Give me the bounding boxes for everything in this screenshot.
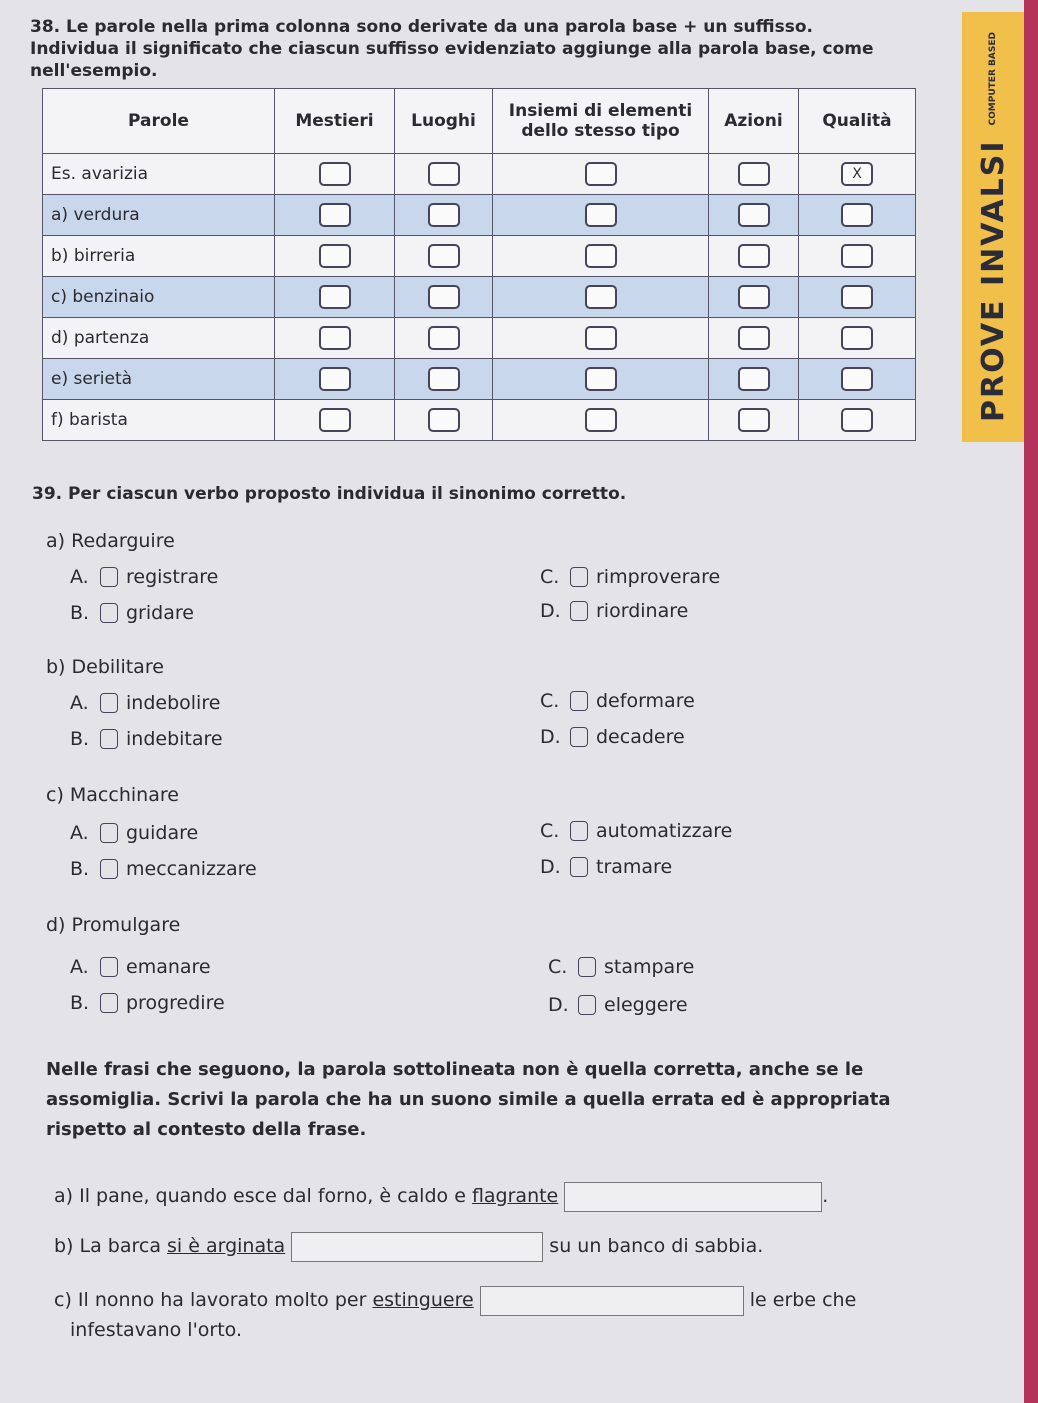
checkbox-azioni[interactable] — [738, 285, 770, 309]
row-word: d) partenza — [43, 318, 275, 359]
side-band-subtitle: COMPUTER BASED — [988, 32, 998, 126]
option-checkbox[interactable] — [100, 729, 118, 749]
option-d-A[interactable] — [70, 956, 211, 978]
option-letter: D. — [548, 994, 569, 1016]
row-word: e) serietà — [43, 359, 275, 400]
underlined-word: si è arginata — [167, 1235, 286, 1257]
option-text: riordinare — [596, 600, 689, 622]
checkbox-azioni[interactable] — [738, 367, 770, 391]
checkbox-qualita-checked[interactable]: X — [841, 162, 873, 186]
checkbox-azioni[interactable] — [738, 326, 770, 350]
checkbox-azioni[interactable] — [738, 162, 770, 186]
answer-box[interactable] — [291, 1232, 543, 1262]
option-checkbox[interactable] — [570, 821, 588, 841]
option-c-C[interactable] — [540, 820, 732, 842]
underlined-word: estinguere — [372, 1289, 474, 1311]
header-mestieri: Mestieri — [275, 89, 395, 154]
row-word: b) birreria — [43, 236, 275, 277]
option-checkbox[interactable] — [570, 567, 588, 587]
sentence-text: a) Il pane, quando esce dal forno, è caldo e — [54, 1185, 466, 1207]
option-c-B[interactable] — [70, 858, 257, 880]
option-checkbox[interactable] — [100, 823, 118, 843]
table-row — [43, 318, 916, 359]
row-word: c) benzinaio — [43, 277, 275, 318]
option-a-C[interactable] — [540, 566, 720, 588]
question-label: b) Debilitare — [46, 656, 164, 678]
option-letter: D. — [540, 856, 561, 878]
checkbox-mestieri[interactable] — [319, 285, 351, 309]
table-header — [43, 89, 916, 154]
option-text: rimproverare — [596, 566, 721, 588]
option-c-D[interactable] — [540, 856, 672, 878]
suffix-table — [42, 88, 916, 441]
option-text: tramare — [596, 856, 673, 878]
option-text: emanare — [126, 956, 211, 978]
sentence-c-continuation: infestavano l'orto. — [70, 1319, 243, 1341]
question-label: d) Promulgare — [46, 914, 181, 936]
option-checkbox[interactable] — [578, 957, 596, 977]
header-parole: Parole — [43, 89, 275, 154]
option-letter: A. — [70, 566, 89, 588]
option-b-A[interactable] — [70, 692, 220, 714]
option-letter: A. — [70, 956, 89, 978]
checkbox-luoghi[interactable] — [428, 203, 460, 227]
sentence-text: . — [822, 1185, 829, 1207]
checkbox-azioni[interactable] — [738, 408, 770, 432]
exercise-40-instruction: Nelle frasi che seguono, la parola sottolineata non è quella corretta, anche se le assomiglia. Scrivi la parola che ha un suono simile a quella errata ed è appropriata rispetto al contesto della frase. — [46, 1059, 891, 1140]
checkbox-insiemi[interactable] — [585, 326, 617, 350]
question-label: a) Redarguire — [46, 530, 175, 552]
checkbox-insiemi[interactable] — [585, 162, 617, 186]
option-text: progredire — [126, 992, 225, 1014]
option-b-C[interactable] — [540, 690, 695, 712]
checkbox-mestieri[interactable] — [319, 326, 351, 350]
checkbox-qualita[interactable] — [841, 244, 873, 268]
option-a-D[interactable] — [540, 600, 688, 622]
sentence-b — [54, 1228, 763, 1264]
checkbox-luoghi[interactable] — [428, 244, 460, 268]
option-text: deformare — [596, 690, 695, 712]
option-text: eleggere — [604, 994, 688, 1016]
option-text: decadere — [596, 726, 685, 748]
exercise-number: 38. — [30, 17, 61, 37]
option-checkbox[interactable] — [578, 995, 596, 1015]
option-b-D[interactable] — [540, 726, 685, 748]
answer-box[interactable] — [480, 1286, 744, 1316]
table-row — [43, 400, 916, 441]
option-text: indebolire — [126, 692, 221, 714]
option-letter: B. — [70, 992, 90, 1014]
option-letter: D. — [540, 600, 561, 622]
invalsi-side-band — [962, 12, 1024, 442]
instruction-text: Per ciascun verbo proposto individua il sinonimo corretto. — [68, 484, 627, 504]
page-edge-strip — [1024, 0, 1038, 1403]
option-d-B[interactable] — [70, 992, 225, 1014]
sentence-text: le erbe che — [749, 1289, 857, 1311]
exercise-number: 39. — [32, 484, 63, 504]
option-letter: C. — [540, 820, 560, 842]
checkbox-luoghi[interactable] — [428, 285, 460, 309]
option-checkbox[interactable] — [570, 601, 588, 621]
exercise-39-instruction — [32, 484, 626, 504]
header-azioni: Azioni — [709, 89, 799, 154]
checkbox-qualita[interactable] — [841, 367, 873, 391]
checkbox-mestieri[interactable] — [319, 367, 351, 391]
option-b-B[interactable] — [70, 728, 223, 750]
checkbox-luoghi[interactable] — [428, 326, 460, 350]
table-row — [43, 359, 916, 400]
option-letter: C. — [540, 566, 560, 588]
option-checkbox[interactable] — [100, 693, 118, 713]
option-checkbox[interactable] — [100, 993, 118, 1013]
checkbox-qualita[interactable] — [841, 408, 873, 432]
question-label: c) Macchinare — [46, 784, 179, 806]
option-checkbox[interactable] — [100, 567, 118, 587]
option-a-A[interactable] — [70, 566, 218, 588]
checkbox-luoghi[interactable] — [428, 162, 460, 186]
instruction-text: Le parole nella prima colonna sono derivate da una parola base + un suffisso. Individua il significato che ciascun suffisso evidenziato aggiunge alla parola base, come nell'esempio. — [30, 17, 874, 81]
option-text: guidare — [126, 822, 199, 844]
checkbox-qualita[interactable] — [841, 285, 873, 309]
row-word: Es. avarizia — [43, 154, 275, 195]
option-d-C[interactable] — [548, 956, 694, 978]
side-band-title: PROVE INVALSI — [975, 139, 1011, 422]
checkbox-insiemi[interactable] — [585, 408, 617, 432]
option-letter: B. — [70, 728, 90, 750]
option-text: automatizzare — [596, 820, 733, 842]
option-text: stampare — [604, 956, 695, 978]
option-checkbox[interactable] — [570, 691, 588, 711]
header-insiemi: Insiemi di elementi dello stesso tipo — [493, 89, 709, 154]
exercise-38-instruction — [30, 16, 900, 82]
option-checkbox[interactable] — [570, 727, 588, 747]
sentence-text: b) La barca — [54, 1235, 161, 1257]
table-row — [43, 236, 916, 277]
option-letter: C. — [540, 690, 560, 712]
underlined-word: flagrante — [471, 1185, 559, 1207]
sentence-text: c) Il nonno ha lavorato molto per — [54, 1289, 367, 1311]
option-letter: C. — [548, 956, 568, 978]
table-row — [43, 154, 916, 195]
header-luoghi: Luoghi — [395, 89, 493, 154]
option-c-A[interactable] — [70, 822, 198, 844]
answer-box[interactable] — [564, 1182, 822, 1212]
checkbox-insiemi[interactable] — [585, 285, 617, 309]
checkbox-luoghi[interactable] — [428, 408, 460, 432]
checkbox-luoghi[interactable] — [428, 367, 460, 391]
checkbox-mestieri[interactable] — [319, 162, 351, 186]
option-text: registrare — [126, 566, 219, 588]
checkbox-insiemi[interactable] — [585, 367, 617, 391]
option-a-B[interactable] — [70, 602, 194, 624]
option-letter: D. — [540, 726, 561, 748]
checkbox-mestieri[interactable] — [319, 244, 351, 268]
checkbox-insiemi[interactable] — [585, 203, 617, 227]
checkbox-mestieri[interactable] — [319, 408, 351, 432]
checkbox-mestieri[interactable] — [319, 203, 351, 227]
option-letter: A. — [70, 692, 89, 714]
option-checkbox[interactable] — [100, 603, 118, 623]
checkbox-insiemi[interactable] — [585, 244, 617, 268]
row-word: a) verdura — [43, 195, 275, 236]
option-text: indebitare — [126, 728, 223, 750]
table-row — [43, 195, 916, 236]
option-text: gridare — [126, 602, 194, 624]
option-text: meccanizzare — [126, 858, 257, 880]
checkbox-qualita[interactable] — [841, 203, 873, 227]
option-letter: B. — [70, 602, 90, 624]
header-qualita: Qualità — [799, 89, 916, 154]
checkbox-azioni[interactable] — [738, 203, 770, 227]
sentence-text: su un banco di sabbia. — [549, 1235, 764, 1257]
table-row — [43, 277, 916, 318]
option-d-D[interactable] — [548, 994, 688, 1016]
sentence-a — [54, 1178, 828, 1214]
option-checkbox[interactable] — [570, 857, 588, 877]
option-letter: B. — [70, 858, 90, 880]
option-checkbox[interactable] — [100, 957, 118, 977]
checkbox-azioni[interactable] — [738, 244, 770, 268]
option-checkbox[interactable] — [100, 859, 118, 879]
option-letter: A. — [70, 822, 89, 844]
row-word: f) barista — [43, 400, 275, 441]
checkbox-qualita[interactable] — [841, 326, 873, 350]
